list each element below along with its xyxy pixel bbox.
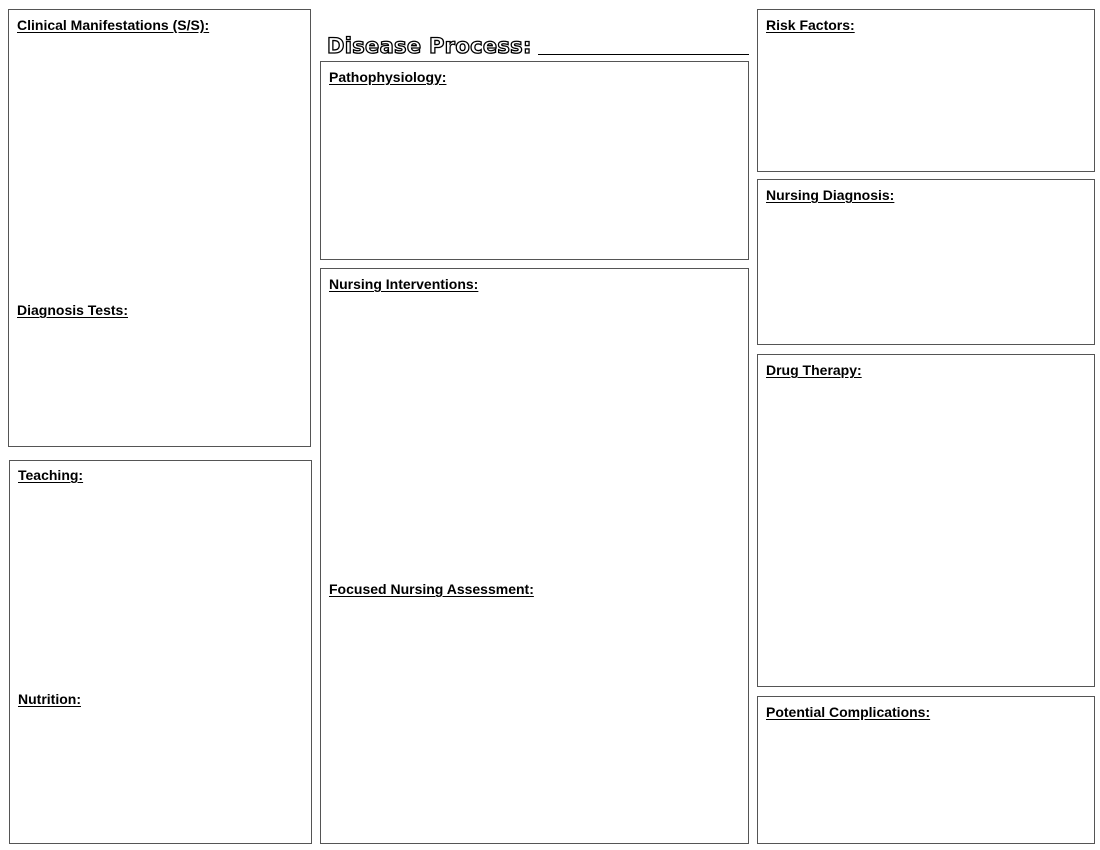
drug-therapy-box[interactable]	[757, 354, 1095, 687]
risk-factors-box[interactable]	[757, 9, 1095, 172]
clinical-manifestations-box[interactable]	[8, 9, 311, 447]
pathophysiology-label: Pathophysiology:	[329, 69, 447, 85]
teaching-nutrition-box[interactable]	[9, 460, 312, 844]
teaching-label: Teaching:	[18, 467, 84, 483]
interventions-assessment-box[interactable]	[320, 268, 749, 844]
pathophysiology-box[interactable]	[320, 61, 749, 260]
risk-factors-label: Risk Factors:	[766, 17, 855, 33]
clinical-manifestations-label: Clinical Manifestations (S/S):	[17, 17, 210, 33]
nursing-interventions-label: Nursing Interventions:	[329, 276, 479, 292]
potential-complications-label: Potential Complications:	[766, 704, 931, 720]
nursing-diagnosis-label: Nursing Diagnosis:	[766, 187, 895, 203]
drug-therapy-label: Drug Therapy:	[766, 362, 862, 378]
disease-process-label: Disease Process:	[327, 34, 532, 58]
focused-nursing-assessment-label: Focused Nursing Assessment:	[329, 581, 534, 597]
nursing-diagnosis-box[interactable]	[757, 179, 1095, 345]
disease-process-blank-line[interactable]	[538, 54, 749, 55]
diagnosis-tests-label: Diagnosis Tests:	[17, 302, 128, 318]
nutrition-label: Nutrition:	[18, 691, 81, 707]
disease-process-title	[327, 30, 749, 58]
